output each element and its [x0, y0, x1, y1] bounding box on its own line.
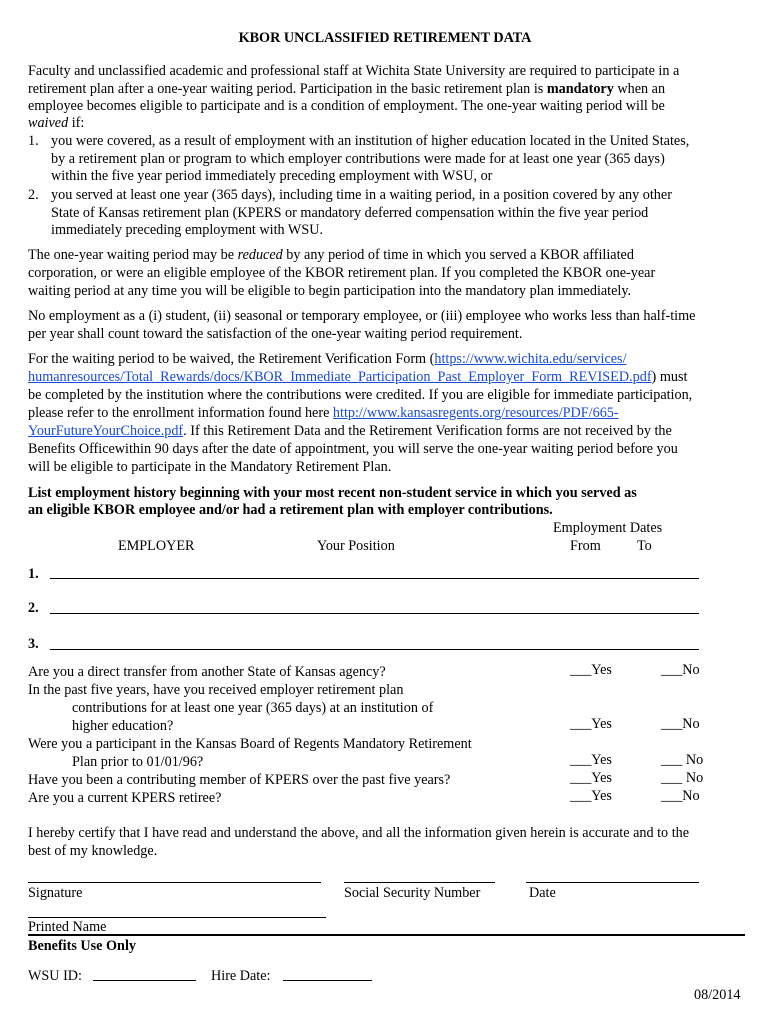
- no-employment-line-1: No employment as a (i) student, (ii) seasonal or temporary employee, or (iii) employee who works less than half-time: [28, 308, 696, 324]
- kpers-member-no-option[interactable]: ___ No: [661, 770, 704, 786]
- history-heading-line-2: an eligible KBOR employee and/or had a retirement plan with employer contributions.: [28, 502, 553, 518]
- question-kpers-member: Have you been a contributing member of KPERS over the past five years?: [28, 772, 451, 788]
- higher-ed-yes-option[interactable]: ___Yes: [570, 716, 612, 732]
- history-row-1-field[interactable]: [50, 578, 699, 579]
- from-column-header: From: [570, 538, 601, 554]
- enrollment-info-link-part-1[interactable]: http://www.kansasregents.org/resources/PDF/665-: [332, 405, 619, 421]
- kpers-member-yes-option[interactable]: ___Yes: [570, 770, 612, 786]
- waiver-line-4: please refer to the enrollment information found here http://www.kansasregents.org/resources/PDF/665-: [28, 405, 619, 421]
- to-column-header: To: [637, 538, 652, 554]
- direct-transfer-no-option[interactable]: ___No: [661, 662, 700, 678]
- history-row-2-field[interactable]: [50, 613, 699, 614]
- mandatory-emphasis: mandatory: [546, 81, 614, 97]
- employer-column-header: EMPLOYER: [118, 538, 195, 554]
- question-kbor-plan-line-2: Plan prior to 01/01/96?: [72, 754, 204, 770]
- waiver-line-6: Benefits Officewithin 90 days after the date of appointment, you will serve the one-year waiting period before you: [28, 441, 678, 457]
- history-heading-line-1: List employment history beginning with your most recent non-student service in which you served as: [28, 485, 637, 501]
- ssn-field[interactable]: [344, 882, 495, 883]
- reduced-line-3: waiting period at any time you will be eligible to begin participation into the mandatory plan immediately.: [28, 283, 632, 299]
- question-higher-ed-line-2: contributions for at least one year (365 days) at an institution of: [72, 700, 434, 716]
- kbor-plan-no-option[interactable]: ___ No: [661, 752, 704, 768]
- higher-ed-no-option[interactable]: ___No: [661, 716, 700, 732]
- date-field[interactable]: [526, 882, 699, 883]
- condition-2-line-1: you served at least one year (365 days), including time in a waiting period, in a position covered by any other: [51, 187, 672, 203]
- benefits-divider: [28, 934, 745, 936]
- question-kbor-plan-line-1: Were you a participant in the Kansas Board of Regents Mandatory Retirement: [28, 736, 472, 752]
- wsu-id-label: WSU ID:: [28, 968, 82, 984]
- form-title: KBOR UNCLASSIFIED RETIREMENT DATA: [238, 30, 532, 46]
- ssn-label: Social Security Number: [344, 885, 481, 901]
- signature-label: Signature: [28, 885, 83, 901]
- waiver-line-2: humanresources/Total_Rewards/docs/KBOR_Immediate_Participation_Past_Employer_Form_REVISED.pdf) must: [28, 369, 688, 385]
- intro-line-1: Faculty and unclassified academic and professional staff at Wichita State University are required to participate in a: [28, 63, 680, 79]
- printed-name-label: Printed Name: [28, 919, 107, 935]
- hire-date-field[interactable]: [283, 980, 372, 981]
- condition-2-number: 2.: [28, 187, 39, 203]
- waiver-line-1: For the waiting period to be waived, the Retirement Verification Form (https://www.wichita.edu/services/: [28, 351, 627, 367]
- question-higher-ed-line-1: In the past five years, have you received employer retirement plan: [28, 682, 404, 698]
- certify-line-2: best of my knowledge.: [28, 843, 158, 859]
- intro-line-4: waived if:: [28, 115, 85, 131]
- question-direct-transfer: Are you a direct transfer from another State of Kansas agency?: [28, 664, 386, 680]
- waiver-line-3: be completed by the institution where the contributions were credited. If you are eligible for immediate participation,: [28, 387, 693, 403]
- kbor-plan-yes-option[interactable]: ___Yes: [570, 752, 612, 768]
- condition-2-line-2: State of Kansas retirement plan (KPERS or mandatory deferred compensation within the five year period: [51, 205, 649, 221]
- kpers-retiree-no-option[interactable]: ___No: [661, 788, 700, 804]
- date-label: Date: [529, 885, 556, 901]
- intro-line-3: employee becomes eligible to participate and is a condition of employment. The one-year waiting period will be: [28, 98, 665, 114]
- enrollment-info-link-part-2[interactable]: YourFutureYourChoice.pdf: [28, 423, 184, 439]
- certify-line-1: I hereby certify that I have read and understand the above, and all the information given herein is accurate and to the: [28, 825, 690, 841]
- condition-2-line-3: immediately preceding employment with WSU.: [51, 222, 324, 238]
- wsu-id-field[interactable]: [93, 980, 196, 981]
- waiver-line-5: YourFutureYourChoice.pdf. If this Retirement Data and the Retirement Verification forms are not received by the: [28, 423, 672, 439]
- waived-emphasis: waived: [28, 115, 69, 131]
- waiver-line-7: will be eligible to participate in the Mandatory Retirement Plan.: [28, 459, 392, 475]
- verification-form-link-part-2[interactable]: humanresources/Total_Rewards/docs/KBOR_Immediate_Participation_Past_Employer_Form_REVISED.pdf: [28, 369, 652, 385]
- employment-dates-header: Employment Dates: [553, 520, 663, 536]
- question-kpers-retiree: Are you a current KPERS retiree?: [28, 790, 222, 806]
- condition-1-number: 1.: [28, 133, 39, 149]
- reduced-line-2: corporation, or were an eligible employee of the KBOR retirement plan. If you completed the KBOR one-year: [28, 265, 656, 281]
- history-row-1-number: 1.: [28, 566, 39, 582]
- history-row-3-number: 3.: [28, 636, 39, 652]
- kpers-retiree-yes-option[interactable]: ___Yes: [570, 788, 612, 804]
- signature-field[interactable]: [28, 882, 321, 883]
- reduced-emphasis: reduced: [237, 247, 283, 263]
- condition-1-line-3: within the five year period immediately preceding employment with WSU, or: [51, 168, 493, 184]
- question-higher-ed-line-3: higher education?: [72, 718, 174, 734]
- direct-transfer-yes-option[interactable]: ___Yes: [570, 662, 612, 678]
- hire-date-label: Hire Date:: [211, 968, 271, 984]
- history-row-3-field[interactable]: [50, 649, 699, 650]
- form-revision-date: 08/2014: [694, 987, 741, 1003]
- history-row-2-number: 2.: [28, 600, 39, 616]
- condition-1-line-2: by a retirement plan or program to which employer contributions were made for at least one year (365 days): [51, 151, 665, 167]
- position-column-header: Your Position: [317, 538, 395, 554]
- no-employment-line-2: per year shall count toward the satisfaction of the one-year waiting period requirement.: [28, 326, 523, 342]
- benefits-heading: Benefits Use Only: [28, 938, 136, 954]
- verification-form-link-part-1[interactable]: https://www.wichita.edu/services/: [434, 351, 627, 367]
- intro-line-2: retirement plan after a one-year waiting period. Participation in the basic retirement plan is mandatory when an: [28, 81, 666, 97]
- reduced-line-1: The one-year waiting period may be reduced by any period of time in which you served a KBOR affiliated: [28, 247, 634, 263]
- condition-1-line-1: you were covered, as a result of employment with an institution of higher education located in the United States,: [51, 133, 690, 149]
